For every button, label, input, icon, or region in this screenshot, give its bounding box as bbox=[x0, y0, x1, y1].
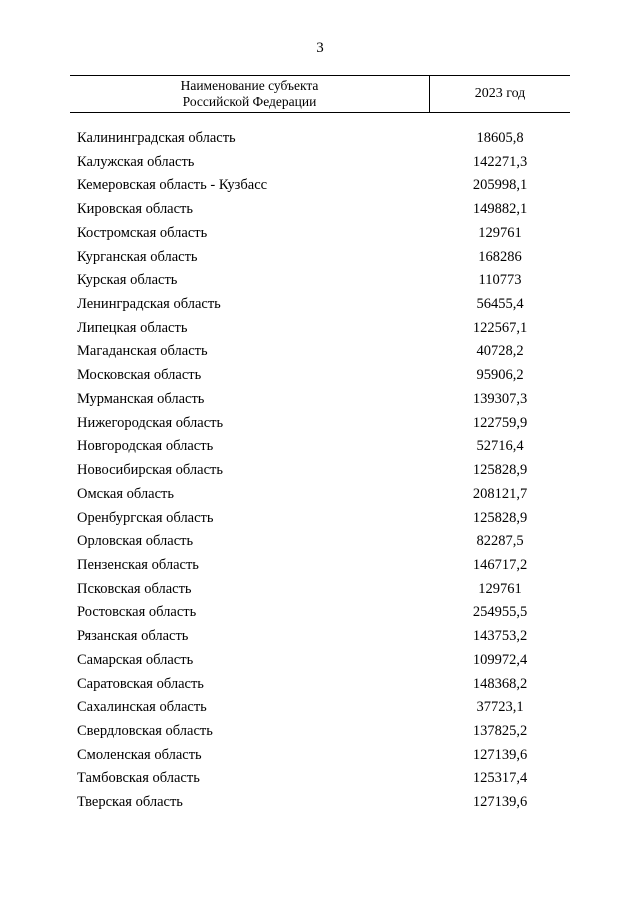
region-value: 56455,4 bbox=[476, 296, 524, 313]
region-value: 129761 bbox=[478, 580, 522, 597]
region-name: Нижегородская область bbox=[77, 414, 224, 431]
table-header bbox=[70, 75, 570, 113]
table-row bbox=[0, 460, 640, 484]
region-value: 148368,2 bbox=[472, 675, 528, 692]
table-row bbox=[0, 128, 640, 152]
region-name: Липецкая область bbox=[77, 319, 188, 336]
region-name: Калининградская область bbox=[77, 130, 236, 146]
region-value: 254955,5 bbox=[472, 604, 528, 621]
region-value: 205998,1 bbox=[472, 177, 528, 194]
region-value: 129761 bbox=[478, 224, 522, 241]
region-name: Омская область bbox=[77, 485, 174, 502]
region-value: 37723,1 bbox=[476, 699, 524, 716]
region-name: Новосибирская область bbox=[77, 462, 223, 479]
region-value: 125828,9 bbox=[472, 509, 528, 526]
region-name: Тверская область bbox=[77, 794, 183, 811]
region-name: Кировская область bbox=[77, 201, 194, 218]
table-row bbox=[0, 508, 640, 532]
table-row bbox=[0, 294, 640, 318]
table-row bbox=[0, 175, 640, 199]
region-value: 142271,3 bbox=[472, 153, 528, 170]
table-body bbox=[0, 128, 640, 816]
table-row bbox=[0, 270, 640, 294]
table-row bbox=[0, 626, 640, 650]
region-name: Новгородская область bbox=[77, 438, 214, 455]
region-value: 82287,5 bbox=[476, 533, 524, 550]
region-value: 52716,4 bbox=[476, 438, 524, 455]
region-value: 95906,2 bbox=[476, 367, 524, 384]
table-row bbox=[0, 579, 640, 603]
region-value: 127139,6 bbox=[472, 794, 528, 811]
region-name: Пензенская область bbox=[77, 556, 199, 573]
region-value: 125317,4 bbox=[472, 770, 528, 787]
region-value: 127139,6 bbox=[472, 746, 528, 763]
region-value: 137825,2 bbox=[472, 722, 528, 739]
table-row bbox=[0, 674, 640, 698]
header-subject-name bbox=[70, 76, 430, 112]
region-value: 143753,2 bbox=[472, 628, 528, 645]
table-row bbox=[0, 792, 640, 816]
region-name: Сахалинская область bbox=[77, 699, 207, 716]
table-row bbox=[0, 247, 640, 271]
table-row bbox=[0, 223, 640, 247]
header-subject-line1: Наименование субъекта bbox=[180, 78, 319, 93]
table-row bbox=[0, 768, 640, 792]
table-row bbox=[0, 745, 640, 769]
header-year: 2023 год bbox=[474, 86, 526, 101]
region-name: Ленинградская область bbox=[77, 296, 221, 313]
region-value: 110773 bbox=[478, 272, 522, 289]
region-name: Калужская область bbox=[77, 153, 195, 170]
region-name: Смоленская область bbox=[77, 746, 202, 763]
region-value: 146717,2 bbox=[472, 556, 528, 573]
table-row bbox=[0, 389, 640, 413]
table-row bbox=[0, 721, 640, 745]
table-row bbox=[0, 697, 640, 721]
region-name: Магаданская область bbox=[77, 343, 208, 360]
region-value: 122759,9 bbox=[472, 414, 528, 431]
region-name: Оренбургская область bbox=[77, 509, 214, 526]
region-value: 168286 bbox=[478, 248, 522, 265]
table-row bbox=[0, 555, 640, 579]
region-name: Мурманская область bbox=[77, 390, 205, 407]
region-value: 18605,8 bbox=[476, 130, 524, 146]
header-subject-line2: Российской Федерации bbox=[182, 94, 317, 109]
page-number: 3 bbox=[316, 40, 324, 56]
region-name: Курская область bbox=[77, 272, 178, 289]
table-row bbox=[0, 484, 640, 508]
region-name: Орловская область bbox=[77, 533, 194, 550]
region-value: 109972,4 bbox=[472, 651, 528, 668]
region-name: Рязанская область bbox=[77, 628, 189, 645]
table-row bbox=[0, 531, 640, 555]
region-name: Курганская область bbox=[77, 248, 198, 265]
table-row bbox=[0, 436, 640, 460]
region-value: 125828,9 bbox=[472, 462, 528, 479]
table-row bbox=[0, 199, 640, 223]
region-value: 122567,1 bbox=[472, 319, 528, 336]
region-name: Ростовская область bbox=[77, 604, 197, 621]
region-name: Саратовская область bbox=[77, 675, 204, 692]
region-name: Свердловская область bbox=[77, 722, 213, 739]
region-name: Московская область bbox=[77, 367, 202, 384]
table-row bbox=[0, 318, 640, 342]
region-value: 149882,1 bbox=[472, 201, 528, 218]
table-row bbox=[0, 341, 640, 365]
table-row bbox=[0, 602, 640, 626]
region-name: Костромская область bbox=[77, 224, 208, 241]
table-row bbox=[0, 413, 640, 437]
region-value: 40728,2 bbox=[476, 343, 524, 360]
region-value: 139307,3 bbox=[472, 390, 528, 407]
region-name: Тамбовская область bbox=[77, 770, 200, 787]
table-row bbox=[0, 650, 640, 674]
region-name: Псковская область bbox=[77, 580, 192, 597]
table-row bbox=[0, 365, 640, 389]
region-name: Самарская область bbox=[77, 651, 194, 668]
table-row bbox=[0, 152, 640, 176]
region-value: 208121,7 bbox=[472, 485, 528, 502]
region-name: Кемеровская область - Кузбасс bbox=[77, 177, 268, 194]
